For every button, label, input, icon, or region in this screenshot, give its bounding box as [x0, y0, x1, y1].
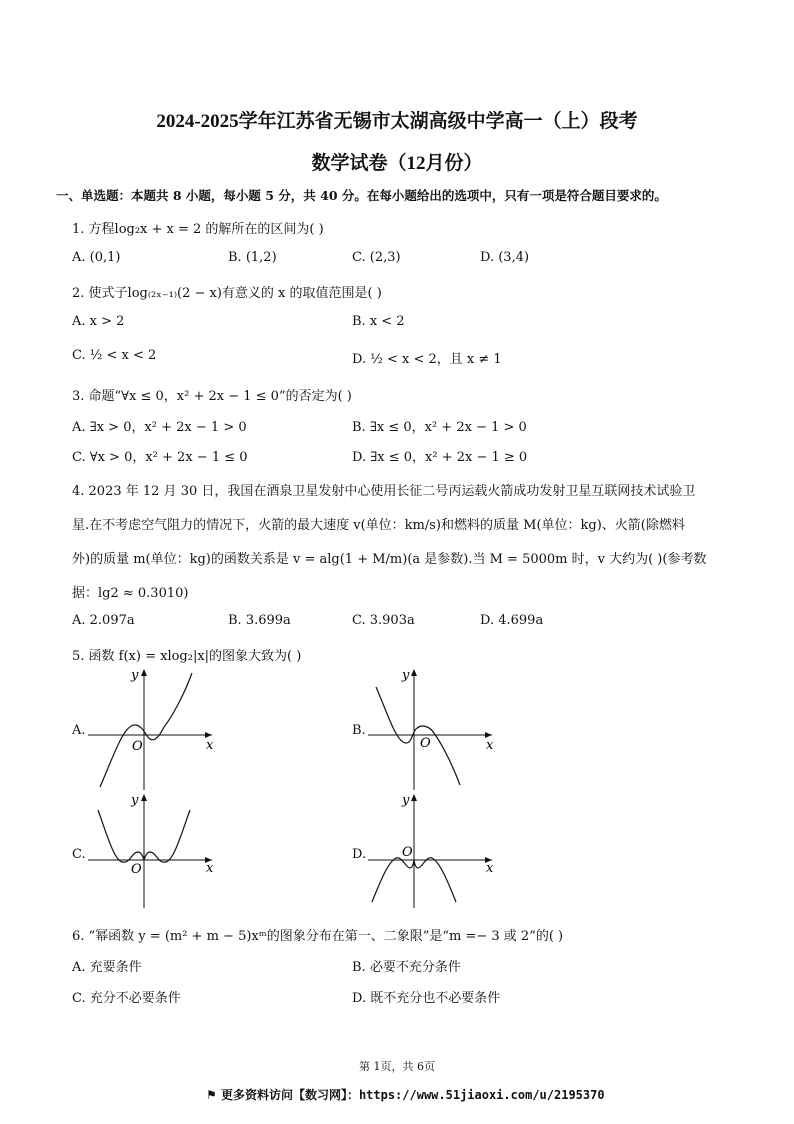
graph-a-y-label: y: [131, 668, 139, 683]
question-4-line-3: 外)的质量 m(单位：kg)的函数关系是 v = alg(1 + M/m)(a 是参数).当 M = 5000m 时，v 大约为( )(参考数: [72, 552, 707, 567]
graph-option-c: [88, 790, 218, 910]
graph-option-a: [88, 665, 218, 790]
question-2-option-b: B. x < 2: [352, 314, 405, 329]
question-1-option-c: C. (2,3): [352, 250, 401, 265]
flag-icon: ⚑: [206, 1088, 221, 1102]
question-2-option-d: D. ½ < x < 2，且 x ≠ 1: [352, 352, 502, 367]
question-1-option-d: D. (3,4): [480, 250, 530, 265]
question-5-option-b-label: B.: [352, 723, 366, 738]
resource-link[interactable]: [206, 1086, 605, 1103]
question-4-line-2: 星.在不考虑空气阻力的情况下，火箭的最大速度 v(单位：km/s)和燃料的质量 M(单位：kg)、火箭(除燃料: [72, 518, 685, 533]
graph-c-x-label: x: [206, 861, 214, 876]
graph-a-origin-label: O: [132, 739, 143, 754]
question-3-option-c: C. ∀x > 0，x² + 2x − 1 ≤ 0: [72, 450, 248, 465]
page-title: 2024-2025学年江苏省无锡市太湖高级中学高一（上）段考: [156, 111, 638, 132]
graph-b-origin-label: O: [420, 736, 431, 751]
section-heading: 一、单选题：本题共 8 小题，每小题 5 分，共 40 分。在每小题给出的选项中，只有一项是符合题目要求的。: [56, 188, 667, 203]
graph-b-y-label: y: [402, 668, 410, 683]
graph-option-b: [368, 665, 498, 790]
question-3-stem: 3. 命题“∀x ≤ 0，x² + 2x − 1 ≤ 0”的否定为( ): [72, 389, 352, 404]
question-2-option-c: C. ½ < x < 2: [72, 348, 157, 363]
question-4-option-a: A. 2.097a: [72, 613, 135, 628]
question-3-option-a: A. ∃x > 0，x² + 2x − 1 > 0: [72, 420, 247, 435]
question-6-option-a: A. 充要条件: [72, 960, 142, 975]
page-subtitle: 数学试卷（12月份）: [311, 153, 483, 174]
resource-link-text[interactable]: 更多资料访问【数习网】：https://www.51jiaoxi.com/u/2195370: [220, 1088, 605, 1102]
question-2-option-a: A. x > 2: [72, 314, 125, 329]
question-3-option-b: B. ∃x ≤ 0，x² + 2x − 1 > 0: [352, 420, 527, 435]
question-5-option-c-label: C.: [72, 847, 86, 862]
question-1-option-b: B. (1,2): [228, 250, 277, 265]
question-4-line-4: 据：lg2 ≈ 0.3010): [72, 586, 189, 601]
question-4-option-b: B. 3.699a: [228, 613, 291, 628]
graph-d-y-label: y: [402, 793, 410, 808]
graph-b-x-label: x: [486, 738, 494, 753]
question-4-option-d: D. 4.699a: [480, 613, 544, 628]
question-6-option-d: D. 既不充分也不必要条件: [352, 991, 501, 1006]
question-1-stem: 1. 方程log₂x + x = 2 的解所在的区间为( ): [72, 222, 324, 237]
graph-c-y-label: y: [131, 793, 139, 808]
question-1-option-a: A. (0,1): [72, 250, 121, 265]
graph-option-d: [368, 790, 498, 910]
graph-a-x-label: x: [206, 738, 214, 753]
question-3-option-d: D. ∃x ≤ 0，x² + 2x − 1 ≥ 0: [352, 450, 528, 465]
graph-c-origin-label: O: [131, 862, 142, 877]
question-2-stem: 2. 使式子log₍₂ₓ₋₁₎(2 − x)有意义的 x 的取值范围是( ): [72, 286, 382, 301]
question-6-stem: 6. “幂函数 y = (m² + m − 5)xᵐ的图象分布在第一、二象限”是“m =− 3 或 2”的( ): [72, 929, 564, 944]
question-6-option-b: B. 必要不充分条件: [352, 960, 461, 975]
question-5-stem: 5. 函数 f(x) = xlog₂|x|的图象大致为( ): [72, 649, 302, 664]
question-4-line-1: 4. 2023 年 12 月 30 日，我国在酒泉卫星发射中心使用长征二号丙运载火箭成功发射卫星互联网技术试验卫: [72, 484, 696, 499]
page-footer: 第 1页，共 6页: [359, 1060, 435, 1073]
question-6-option-c: C. 充分不必要条件: [72, 991, 181, 1006]
graph-d-x-label: x: [486, 861, 494, 876]
graph-d-origin-label: O: [402, 845, 413, 860]
question-5-option-a-label: A.: [72, 723, 86, 738]
question-5-option-d-label: D.: [352, 847, 367, 862]
question-4-option-c: C. 3.903a: [352, 613, 415, 628]
